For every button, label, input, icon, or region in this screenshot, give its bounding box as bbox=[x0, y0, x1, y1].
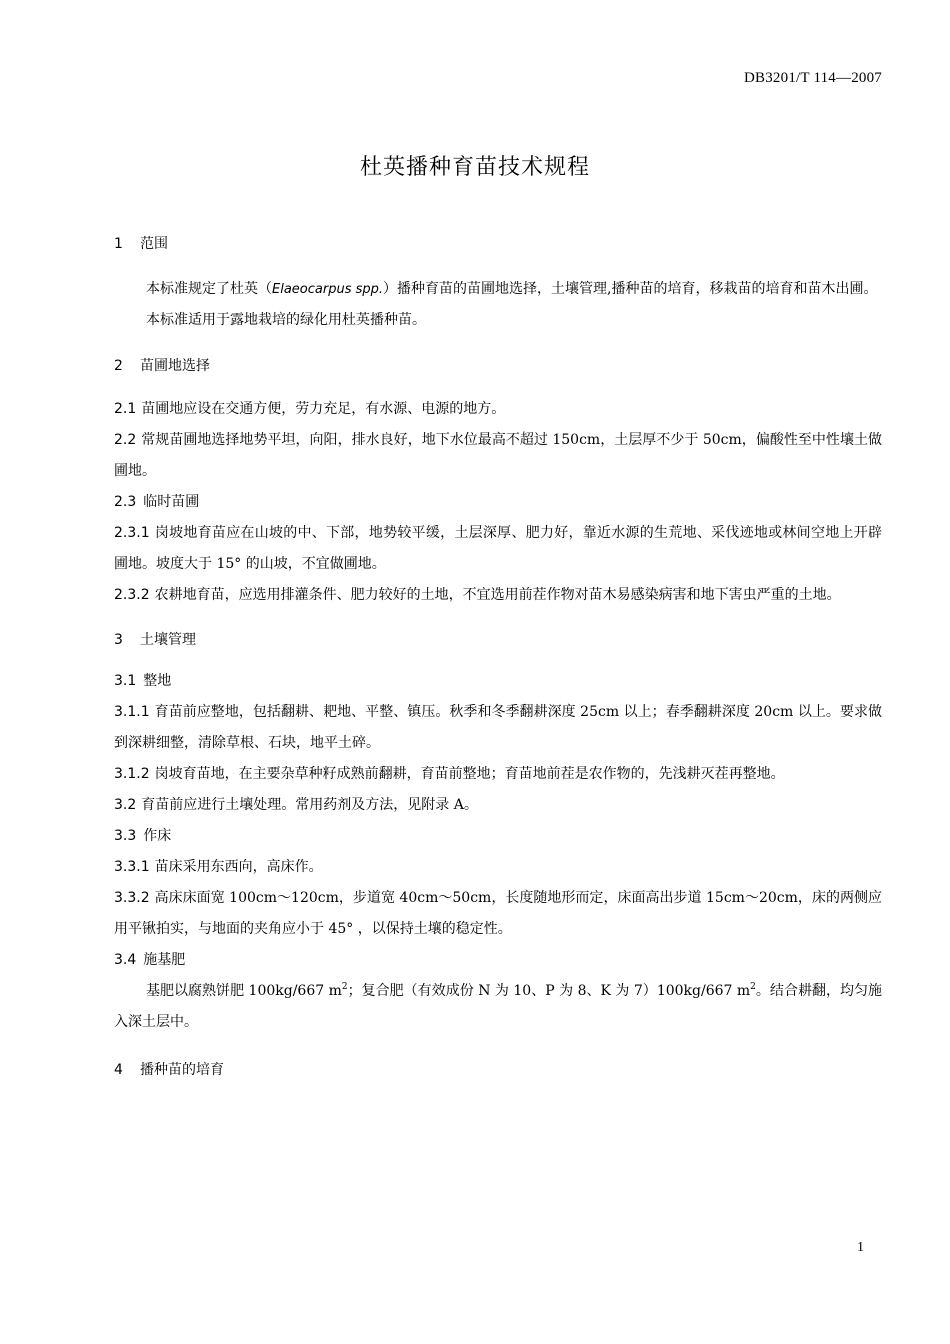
document-body bbox=[114, 230, 882, 1081]
clause-3-3-heading: 3.3 作床 bbox=[114, 828, 172, 844]
clause-3-3-1: 3.3.1 苗床采用东西向，高床作。 bbox=[114, 859, 323, 875]
section-2-heading: 2 苗圃地选择 bbox=[114, 358, 210, 374]
clause-3-1-heading: 3.1 整地 bbox=[114, 673, 172, 689]
clause-3-4-heading: 3.4 施基肥 bbox=[114, 952, 186, 968]
base-fertilizer-paragraph: 基肥以腐熟饼肥 100kg/667 $m^2$；复合肥（有效成份 N 为 10、P 为 8、K 为 7）100kg/667 $m^2$。结合耕翻，均匀施入深土层中。 bbox=[114, 982, 883, 1030]
clause-2-3-2: 2.3.2 农耕地育苗，应选用排灌条件、肥力较好的土地，不宜选用前茬作物对苗木易感染病害和地下害虫严重的土地。 bbox=[114, 587, 841, 603]
clause-3-1-1: 3.1.1 育苗前应整地，包括翻耕、耙地、平整、镇压。秋季和冬季翻耕深度 25cm 以上；春季翻耕深度 20cm 以上。要求做到深耕细整，清除草根、石块，地平土碎。 bbox=[114, 704, 882, 751]
latin-name: Elaeocarpus spp. bbox=[272, 282, 384, 297]
clause-3-3-2: 3.3.2 高床床面宽 100cm～120cm，步道宽 40cm～50cm，长度随地形而定，床面高出步道 15cm～20cm，床的两侧应用平锹拍实，与地面的夹角应小于 45° ，以保持土壤的稳定性。 bbox=[114, 890, 882, 937]
clause-2-1: 2.1 苗圃地应设在交通方便，劳力充足，有水源、电源的地方。 bbox=[114, 401, 506, 417]
document-title: 杜英播种育苗技术规程 bbox=[359, 155, 590, 180]
clause-2-3-1: 2.3.1 岗坡地育苗应在山坡的中、下部，地势较平缓，土层深厚、肥力好，靠近水源的生荒地、采伐迹地或林间空地上开辟圃地。坡度大于 15° 的山坡，不宜做圃地。 bbox=[114, 525, 882, 572]
clause-2-2: 2.2 常规苗圃地选择地势平坦，向阳，排水良好，地下水位最高不超过 150cm，土层厚不少于 50cm，偏酸性至中性壤土做圃地。 bbox=[114, 432, 882, 479]
section-1-heading: 1 范围 bbox=[114, 236, 168, 252]
scope-paragraph: 本标准规定了杜英（Elaeocarpus spp.）播种育苗的苗圃地选择，土壤管理,播种苗的培育，移栽苗的培育和苗木出圃。 bbox=[146, 281, 878, 297]
section-3-heading: 3 土壤管理 bbox=[114, 632, 196, 648]
clause-3-2: 3.2 育苗前应进行土壤处理。常用药剂及方法，见附录 A。 bbox=[114, 797, 478, 813]
clause-3-1-2: 3.1.2 岗坡育苗地，在主要杂草种籽成熟前翻耕，育苗前整地；育苗地前茬是农作物的，先浅耕灭茬再整地。 bbox=[114, 766, 785, 782]
page-number: 1 bbox=[857, 1240, 864, 1255]
standard-code: DB3201/T 114—2007 bbox=[744, 70, 882, 86]
section-4-heading: 4 播种苗的培育 bbox=[114, 1062, 224, 1078]
applicability-paragraph: 本标准适用于露地栽培的绿化用杜英播种苗。 bbox=[146, 312, 426, 328]
clause-2-3-heading: 2.3 临时苗圃 bbox=[114, 494, 200, 510]
